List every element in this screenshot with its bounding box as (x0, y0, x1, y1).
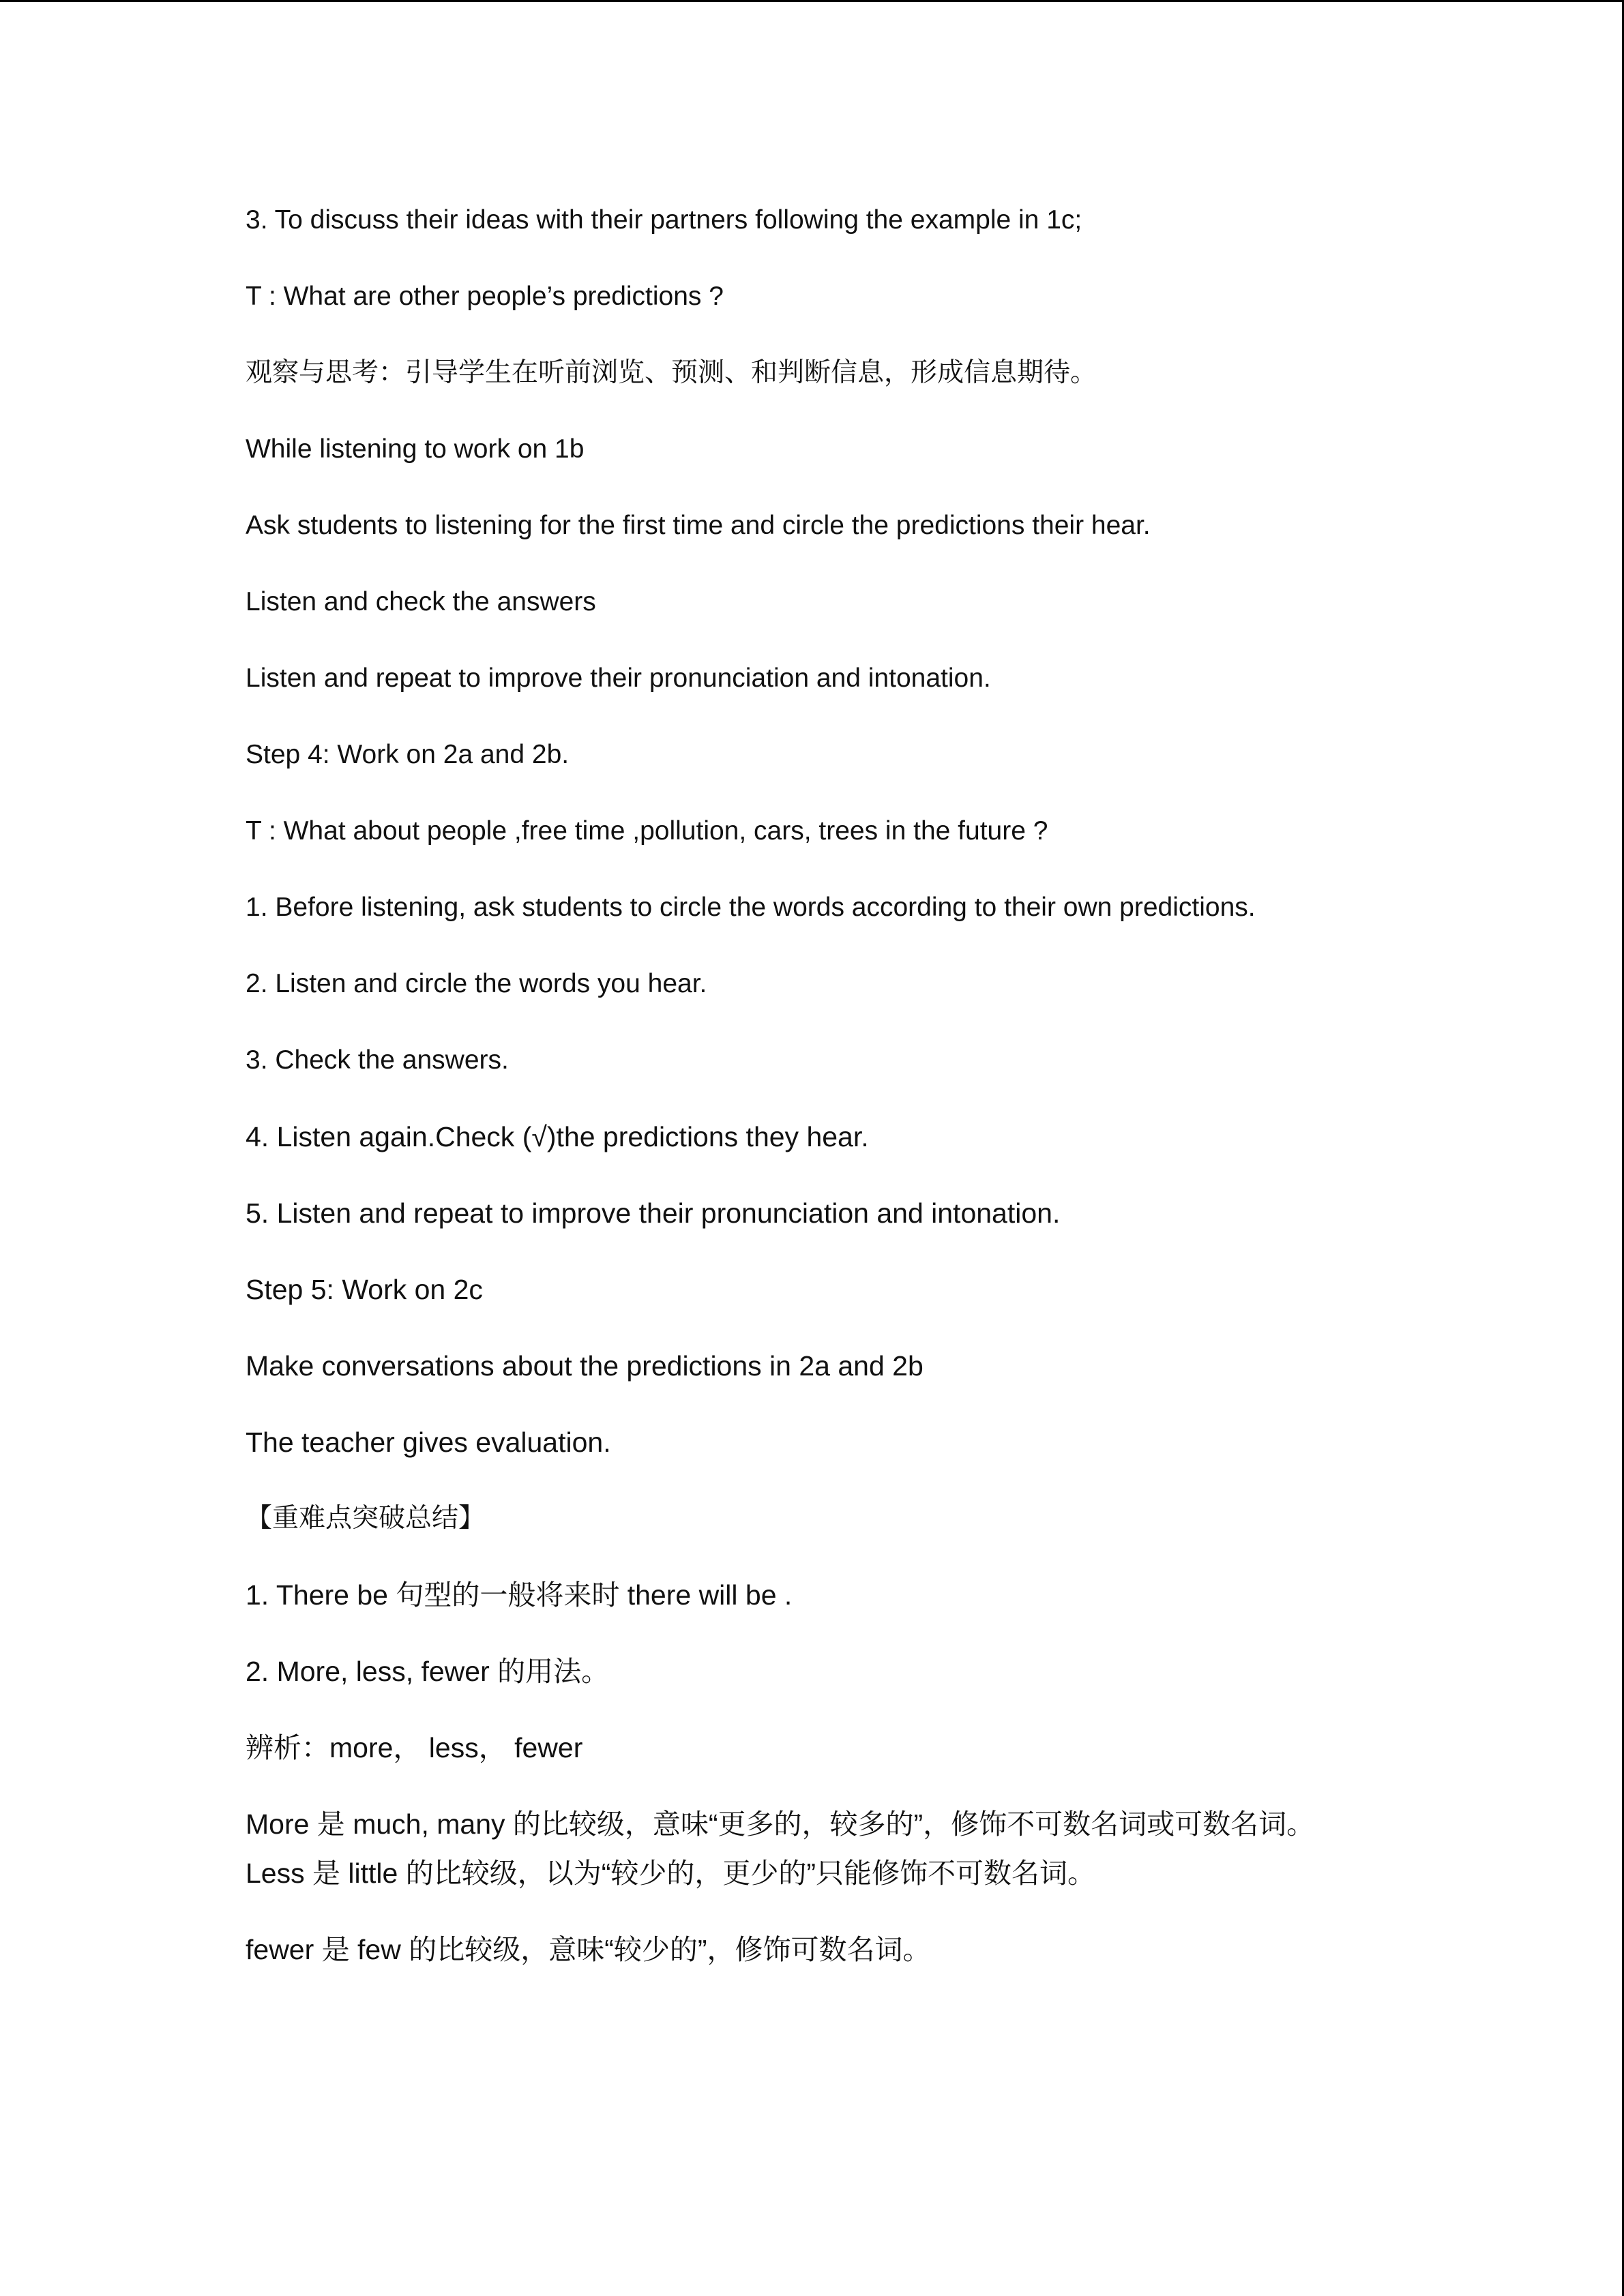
text-line: Make conversations about the predictions in 2a and 2b (246, 1350, 924, 1382)
text-line: T : What are other people’s predictions ? (246, 282, 724, 311)
text-line: 3. Check the answers. (246, 1045, 509, 1075)
text-line: 辨析：more， less， fewer (246, 1732, 583, 1763)
text-line: 3. To discuss their ideas with their partners following the example in 1c; (246, 205, 1082, 235)
text-line: Less 是 little 的比较级，以为“较少的，更少的”只能修饰不可数名词。 (246, 1858, 1095, 1889)
text-line: fewer 是 few 的比较级，意味“较少的”，修饰可数名词。 (246, 1934, 931, 1965)
text-line: 2. More, less, fewer 的用法。 (246, 1656, 610, 1687)
text-line: 1. There be 句型的一般将来时 there will be . (246, 1579, 793, 1611)
text-line: 5. Listen and repeat to improve their pronunciation and intonation. (246, 1197, 1061, 1229)
text-line: More 是 much, many 的比较级，意味“更多的，较多的”，修饰不可数名词或可数名词。 (246, 1808, 1315, 1840)
text-line: 4. Listen again.Check (√)the predictions they hear. (246, 1121, 869, 1152)
text-line: The teacher gives evaluation. (246, 1427, 611, 1458)
section-heading: 【重难点突破总结】 (246, 1503, 486, 1534)
text-line: Listen and check the answers (246, 587, 596, 616)
page-top-border (0, 0, 1624, 2)
step-heading: Step 4: Work on 2a and 2b. (246, 740, 570, 769)
text-line: 2. Listen and circle the words you hear. (246, 969, 707, 998)
text-line: 1. Before listening, ask students to circle the words according to their own predictions. (246, 893, 1256, 922)
text-line: Listen and repeat to improve their pronunciation and intonation. (246, 664, 991, 693)
text-line: T : What about people ,free time ,pollution, cars, trees in the future ? (246, 816, 1048, 846)
text-line: Ask students to listening for the first time and circle the predictions their hear. (246, 511, 1151, 540)
text-line: While listening to work on 1b (246, 434, 585, 464)
text-line: 观察与思考：引导学生在听前浏览、预测、和判断信息，形成信息期待。 (246, 357, 1097, 388)
step-heading: Step 5: Work on 2c (246, 1274, 483, 1305)
